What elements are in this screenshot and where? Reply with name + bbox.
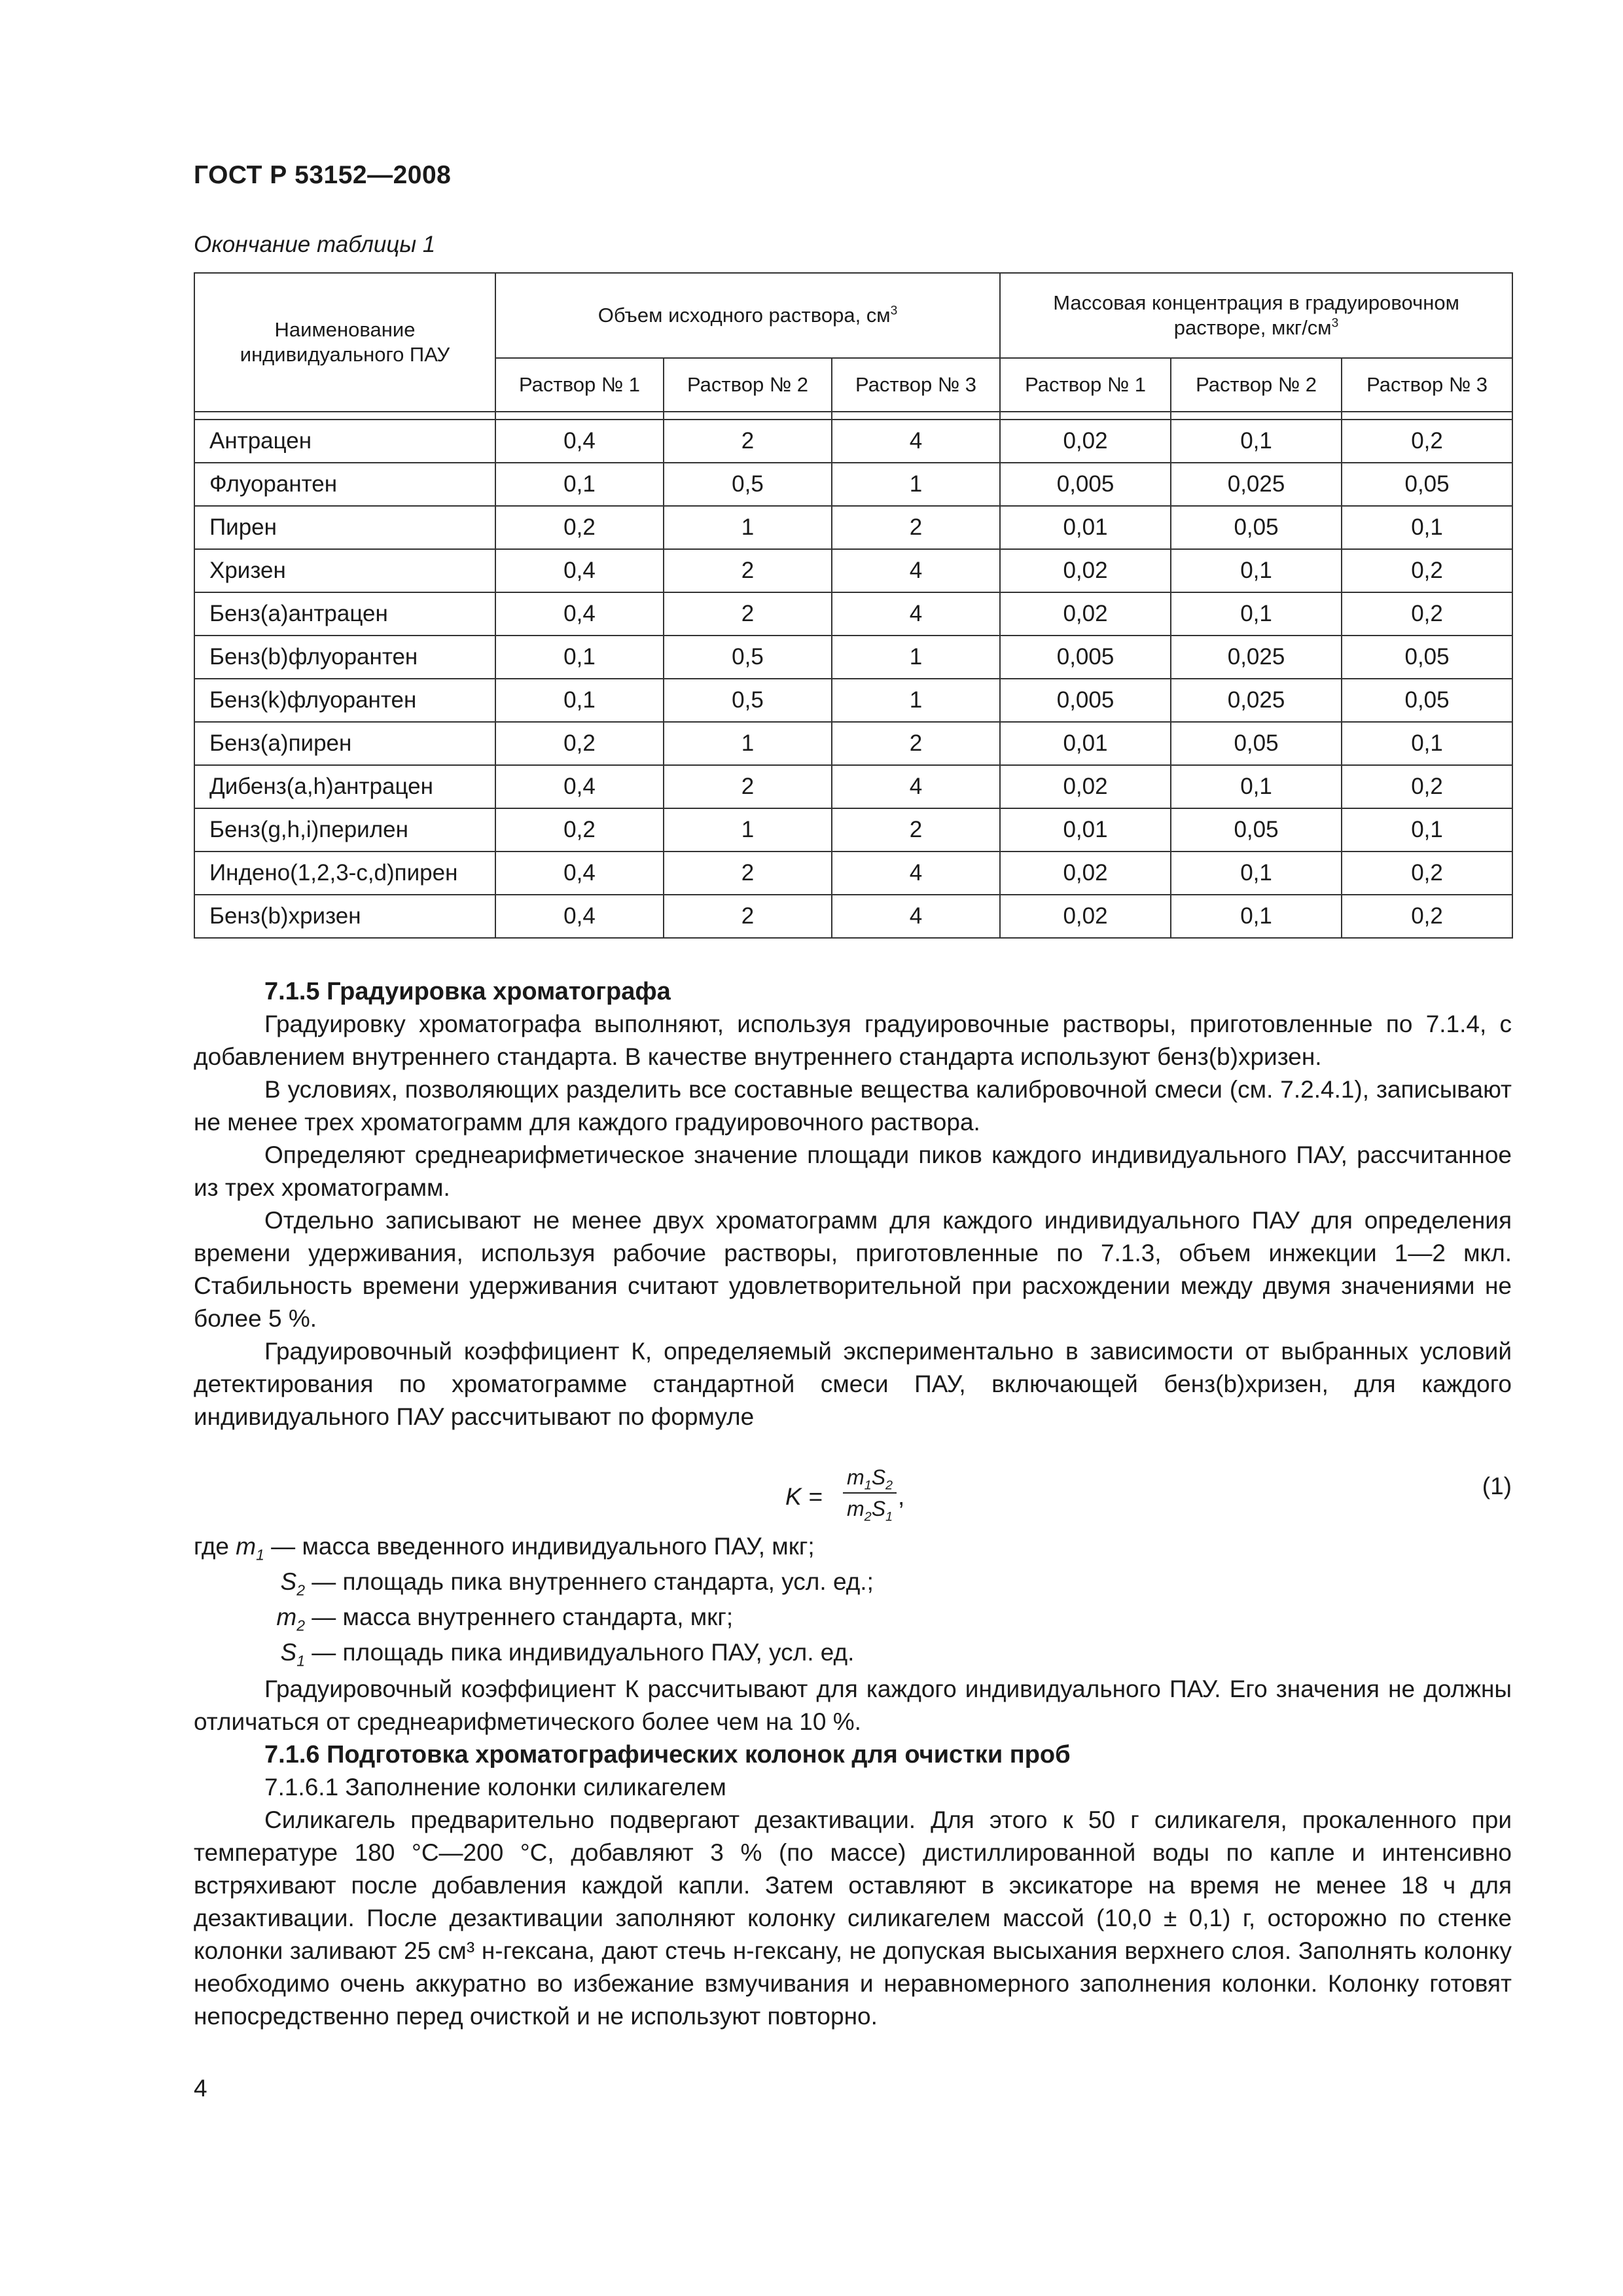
table-cell: 2 xyxy=(664,420,832,463)
table-cell: 0,02 xyxy=(1000,852,1171,895)
table-cell: 0,1 xyxy=(1171,852,1342,895)
table-row xyxy=(194,895,1512,938)
table-cell-name: Бенз(b)флуорантен xyxy=(194,636,495,679)
paragraph: Градуировочный коэффициент К рассчитывают для каждого индивидуального ПАУ. Его значения не должны отличаться от среднеарифметического более чем на 10 %. xyxy=(194,1676,1512,1735)
definition-item: где $m_1$ — масса введенного индивидуального ПАУ, мкг; xyxy=(194,1533,815,1564)
table-row xyxy=(194,463,1512,506)
table-cell-name: Бенз(a)антрацен xyxy=(194,592,495,636)
section-heading: 7.1.5 Градуировка хроматографа xyxy=(264,978,671,1005)
table-cell: 0,05 xyxy=(1342,636,1512,679)
table-cell: 0,4 xyxy=(495,852,664,895)
table-body xyxy=(194,412,1512,938)
table-cell: 0,4 xyxy=(495,592,664,636)
table-cell: 0,1 xyxy=(495,463,664,506)
table-cell: 2 xyxy=(664,592,832,636)
table-cell: 0,05 xyxy=(1342,679,1512,722)
table-cell: 0,02 xyxy=(1000,592,1171,636)
subheader-cell: Раствор № 2 xyxy=(1171,358,1342,412)
definition-item: $S_2$ — площадь пика внутреннего стандарта, усл. ед.; xyxy=(280,1568,874,1599)
table-cell: 0,1 xyxy=(1342,722,1512,765)
document-page: ГОСТ Р 53152—2008 Окончание таблицы 1 Наименование индивидуального ПАУ Объем исходного раствора, $см^3$ Массовая концентрация в градуировочном растворе, мкг/$см^3$ Раствор № 1 Раствор № 2 Раствор № 3 Раствор № 1 Раствор № 2 Раствор № 3 Антрацен 0,4 2 4 0,02 0,1 0,2 Флуорантен 0,1 0,5 1 0,005 0,025 0,05 Пирен 0,2 1 2 0,01 0,05 0,1 Хризен 0,4 2 4 0,02 0,1 0,2 Бенз(a)антрацен 0,4 2 4 0,02 0,1 0,2 Бенз(b)флуорантен 0,1 0,5 1 0,005 0,025 0,05 Бенз(k)флуорантен 0,1 0,5 1 0,005 0,025 0,05 Бенз(a)пирен 0,2 1 2 0,01 0,05 0,1 Дибенз(a,h)антрацен 0,4 2 4 0,02 0,1 0,2 Бенз(g,h,i)перилен 0,2 1 2 0,01 0,05 0,1 Индено(1,2,3-c,d)пирен 0,4 2 4 0,02 0,1 0,2 Бенз(b)хризен 0,4 2 4 0,02 0,1 0,2 7.1.5 Градуировка хроматографа Градуировку хроматографа выполняют, используя градуировочные растворы, приготовленные по 7.1.4, с добавлением внутреннего стандарта. В качестве внутреннего стандарта используют бенз(b)хризен. В условиях, позволяющих разделить все составные вещества калибровочной смеси (см. 7.2.4.1), записывают не менее трех хроматограмм для каждого градуировочного раствора. Определяют среднеарифметическое значение площади пиков каждого индивидуального ПАУ, рассчитанное из трех хроматограмм. Отдельно записывают не менее двух хроматограмм для каждого индивидуального ПАУ для определения времени удерживания, используя рабочие растворы, приготовленные по 7.1.3, объем инжекции 1—2 мкл. Стабильность времени удерживания считают удовлетворительной при расхождении между двумя значениями не более 5 %. Градуировочный коэффициент К, определяемый экспериментально в зависимости от выбранных условий детектирования по хроматограмме стандартной смеси ПАУ, включающей бенз(b)хризен, для каждого индивидуального ПАУ рассчитывают по формуле K = $\frac{m_1S_2}{m_2S_1}$ , (1) где $m_1$ — масса введенного индивидуального ПАУ, мкг; $S_2$ — площадь пика внутреннего стандарта, усл. ед.; $m_2$ — масса внутреннего стандарта, мкг; $S_1$ — площадь пика индивидуального ПАУ, усл. ед. Градуировочный коэффициент К рассчитывают для каждого индивидуального ПАУ. Его значения не должны отличаться от среднеарифметического более чем на 10 %. 7.1.6 Подготовка хроматографических колонок для очистки проб 7.1.6.1 Заполнение колонки силикагелем Силикагель предварительно подвергают дезактивации. Для этого к 50 г силикагеля, прокаленного при температуре 180 °С—200 °С, добавляют 3 % (по массе) дистиллированной воды по капле и интенсивно встряхивают после добавления каждой капли. Затем оставляют в эксикаторе на время не менее 18 ч для дезактивации. После дезактивации заполняют колонку силикагелем массой (10,0 ± 0,1) г, осторожно по стенке колонки заливают 25 см³ н-гексана, дают стечь н-гексану, не допуская высыхания верхнего слоя. Заполнять колонку необходимо очень аккуратно во избежание взмучивания и неравномерного заполнения колонки. Колонку готовят непосредственно перед очисткой и не используют повторно. 4 xyxy=(0,0,1623,2296)
paragraph: Определяют среднеарифметическое значение площади пиков каждого индивидуального ПАУ, рассчитанное из трех хроматограмм. xyxy=(194,1141,1512,1201)
table-cell-name: Пирен xyxy=(194,506,495,549)
table-cell: 1 xyxy=(664,722,832,765)
subheader-cell: Раствор № 1 xyxy=(495,358,664,412)
subheader-cell: Раствор № 1 xyxy=(1000,358,1171,412)
table-cell: 0,005 xyxy=(1000,463,1171,506)
concentration-table xyxy=(194,272,1513,939)
subheader-cell: Раствор № 3 xyxy=(1342,358,1512,412)
table-cell: 1 xyxy=(832,463,1000,506)
table-cell-name: Бенз(a)пирен xyxy=(194,722,495,765)
table-cell: 0,025 xyxy=(1171,679,1342,722)
table-cell: 2 xyxy=(664,895,832,938)
table-cell: 0,2 xyxy=(1342,765,1512,808)
table-cell: 4 xyxy=(832,765,1000,808)
table-cell: 0,1 xyxy=(1342,506,1512,549)
col-header-volume: Объем исходного раствора, $см^3$ xyxy=(495,273,1000,358)
table-cell-name: Хризен xyxy=(194,549,495,592)
table-row xyxy=(194,852,1512,895)
table-cell: 0,5 xyxy=(664,463,832,506)
table-cell: 0,05 xyxy=(1171,808,1342,852)
table-cell: 0,02 xyxy=(1000,420,1171,463)
table-cell: 0,02 xyxy=(1000,765,1171,808)
table-cell: 0,2 xyxy=(1342,549,1512,592)
formula-lhs: K = xyxy=(785,1483,823,1510)
table-cell: 2 xyxy=(664,549,832,592)
table-cell: 2 xyxy=(664,765,832,808)
table-cell-name: Индено(1,2,3-c,d)пирен xyxy=(194,852,495,895)
table-cell: 4 xyxy=(832,549,1000,592)
table-cell-name: Дибенз(a,h)антрацен xyxy=(194,765,495,808)
definition-item: $m_2$ — масса внутреннего стандарта, мкг; xyxy=(276,1604,734,1634)
table-cell: 0,025 xyxy=(1171,636,1342,679)
table-cell: 0,4 xyxy=(495,895,664,938)
table-cell: 0,2 xyxy=(1342,895,1512,938)
paragraph: Градуировку хроматографа выполняют, используя градуировочные растворы, приготовленные по 7.1.4, с добавлением внутреннего стандарта. В качестве внутреннего стандарта используют бенз(b)хризен. xyxy=(194,1011,1512,1070)
table-cell: 0,2 xyxy=(1342,420,1512,463)
table-cell: 0,05 xyxy=(1171,722,1342,765)
table-cell: 0,5 xyxy=(664,679,832,722)
table-cell: 0,1 xyxy=(495,636,664,679)
table-cell: 0,4 xyxy=(495,765,664,808)
definition-item: $S_1$ — площадь пика индивидуального ПАУ, усл. ед. xyxy=(280,1639,855,1670)
table-row xyxy=(194,592,1512,636)
table-row xyxy=(194,808,1512,852)
table-cell: 1 xyxy=(832,636,1000,679)
table-cell: 1 xyxy=(664,506,832,549)
paragraph: Градуировочный коэффициент К, определяемый экспериментально в зависимости от выбранных условий детектирования по хроматограмме стандартной смеси ПАУ, включающей бенз(b)хризен, для каждого индивидуального ПАУ рассчитывают по формуле xyxy=(194,1338,1512,1430)
paragraph: Отдельно записывают не менее двух хроматограмм для каждого индивидуального ПАУ для определения времени удерживания, используя рабочие растворы, приготовленные по 7.1.3, объем инжекции 1—2 мкл. Стабильность времени удерживания считают удовлетворительной при расхождении между двумя значениями не более 5 %. xyxy=(194,1207,1512,1332)
table-row xyxy=(194,765,1512,808)
table-cell: 0,4 xyxy=(495,420,664,463)
table-cell: 0,1 xyxy=(1171,765,1342,808)
subsection-heading: 7.1.6.1 Заполнение колонки силикагелем xyxy=(264,1774,726,1801)
table-cell: 2 xyxy=(832,722,1000,765)
section-heading: 7.1.6 Подготовка хроматографических колонок для очистки проб xyxy=(264,1741,1071,1768)
table-row xyxy=(194,549,1512,592)
table-cell: 0,025 xyxy=(1171,463,1342,506)
subheader-cell: Раствор № 3 xyxy=(832,358,1000,412)
formula-number: (1) xyxy=(1482,1473,1512,1499)
table-cell: 0,2 xyxy=(1342,592,1512,636)
table-cell: 0,4 xyxy=(495,549,664,592)
table-header-row xyxy=(194,273,1512,358)
table-cell: 1 xyxy=(832,679,1000,722)
table-cell: 0,01 xyxy=(1000,808,1171,852)
table-cell-name: Флуорантен xyxy=(194,463,495,506)
table-cell: 0,1 xyxy=(1171,592,1342,636)
table-cell: 0,01 xyxy=(1000,722,1171,765)
paragraph: В условиях, позволяющих разделить все составные вещества калибровочной смеси (см. 7.2.4.1), записывают не менее трех хроматограмм для каждого градуировочного раствора. xyxy=(194,1076,1512,1136)
formula-definitions xyxy=(194,1529,874,1670)
table-cell: 1 xyxy=(664,808,832,852)
table-cell-name: Антрацен xyxy=(194,420,495,463)
formula-fraction xyxy=(843,1465,897,1524)
formula-denominator: $m_2S_1$ xyxy=(847,1497,893,1524)
table-cell: 2 xyxy=(664,852,832,895)
table-cell: 0,1 xyxy=(1342,808,1512,852)
table-cell: 0,1 xyxy=(495,679,664,722)
table-cell: 0,02 xyxy=(1000,549,1171,592)
table-cell: 0,2 xyxy=(495,808,664,852)
table-cell: 0,05 xyxy=(1342,463,1512,506)
page-number: 4 xyxy=(194,2075,207,2102)
table-cell: 4 xyxy=(832,852,1000,895)
table-cell: 4 xyxy=(832,592,1000,636)
col-header-concentration: Массовая концентрация в градуировочном растворе, мкг/$см^3$ xyxy=(1000,273,1512,358)
table-cell: 0,1 xyxy=(1171,420,1342,463)
paragraph: Силикагель предварительно подвергают дезактивации. Для этого к 50 г силикагеля, прокаленного при температуре 180 °С—200 °С, добавляют 3 % (по массе) дистиллированной воды по капле и интенсивно встряхивают после добавления каждой капли. Затем оставляют в эксикаторе на время не менее 18 ч для дезактивации. После дезактивации заполняют колонку силикагелем массой (10,0 ± 0,1) г, осторожно по стенке колонки заливают 25 см³ н-гексана, дают стечь н-гексану, не допуская высыхания верхнего слоя. Заполнять колонку необходимо очень аккуратно во избежание взмучивания и неравномерного заполнения колонки. Колонку готовят непосредственно перед очисткой и не используют повторно. xyxy=(194,1806,1512,2030)
formula-numerator: $m_1S_2$ xyxy=(843,1465,897,1494)
table-cell: 0,1 xyxy=(1171,895,1342,938)
table-cell-name: Бенз(g,h,i)перилен xyxy=(194,808,495,852)
table-cell: 4 xyxy=(832,895,1000,938)
table-row xyxy=(194,722,1512,765)
table-cell: 4 xyxy=(832,420,1000,463)
table-caption: Окончание таблицы 1 xyxy=(194,232,436,257)
table-row xyxy=(194,420,1512,463)
table-row xyxy=(194,506,1512,549)
table-cell: 2 xyxy=(832,808,1000,852)
table-cell: 0,02 xyxy=(1000,895,1171,938)
table-cell: 2 xyxy=(832,506,1000,549)
table-cell: 0,2 xyxy=(495,722,664,765)
col-header-name: Наименование индивидуального ПАУ xyxy=(194,273,495,412)
table-cell-name: Бенз(b)хризен xyxy=(194,895,495,938)
table-cell: 0,05 xyxy=(1171,506,1342,549)
table-cell: 0,2 xyxy=(495,506,664,549)
table-cell-name: Бенз(k)флуорантен xyxy=(194,679,495,722)
standard-header: ГОСТ Р 53152—2008 xyxy=(194,161,452,189)
table-cell: 0,5 xyxy=(664,636,832,679)
subheader-cell: Раствор № 2 xyxy=(664,358,832,412)
table-row xyxy=(194,679,1512,722)
table-cell: 0,2 xyxy=(1342,852,1512,895)
table-row xyxy=(194,636,1512,679)
table-cell: 0,005 xyxy=(1000,679,1171,722)
table-cell: 0,1 xyxy=(1171,549,1342,592)
table-cell: 0,005 xyxy=(1000,636,1171,679)
table-cell: 0,01 xyxy=(1000,506,1171,549)
section-7-1-6 xyxy=(194,1673,1512,2033)
section-7-1-5 xyxy=(194,975,1512,1433)
